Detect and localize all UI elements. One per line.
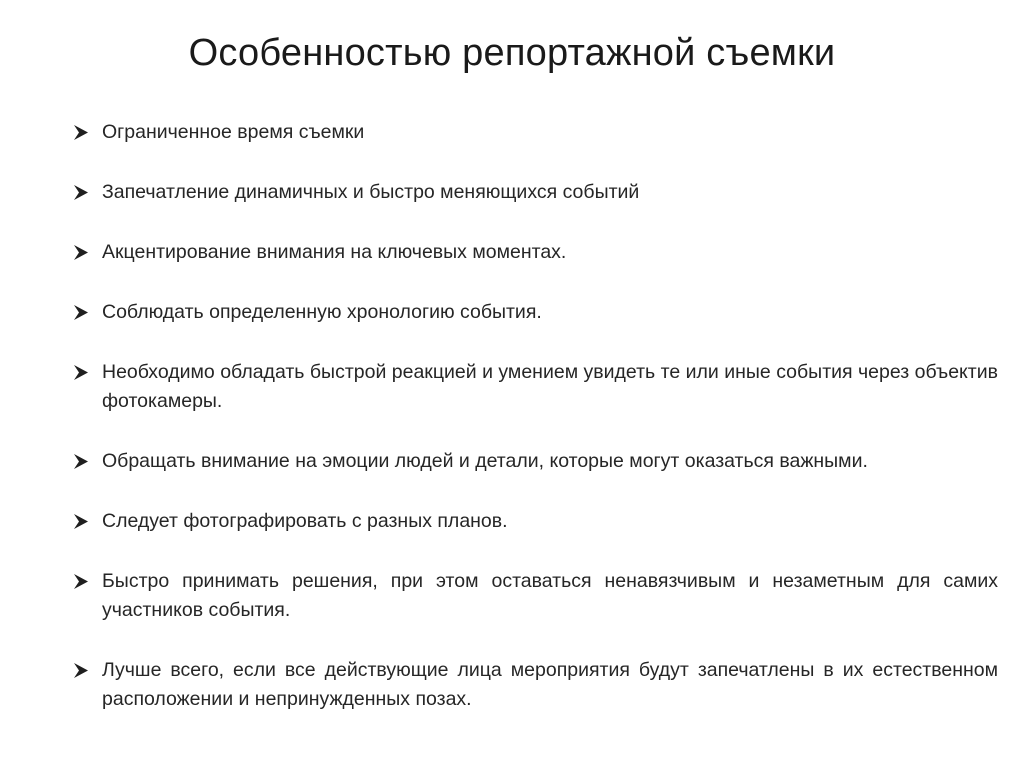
bullet-text: Следует фотографировать с разных планов. xyxy=(102,510,508,532)
arrowhead-bullet-icon xyxy=(72,662,90,679)
arrowhead-bullet-icon xyxy=(72,364,90,381)
slide-title: Особенностью репортажной съемки xyxy=(188,32,836,74)
bullet-text: Ограниченное время съемки xyxy=(102,121,365,143)
bullet-text: Акцентирование внимания на ключевых моментах. xyxy=(102,241,567,263)
arrowhead-bullet-icon xyxy=(72,513,90,530)
arrowhead-bullet-icon xyxy=(72,453,90,470)
bullet-text: Соблюдать определенную хронологию события. xyxy=(102,301,542,323)
bullet-item xyxy=(72,238,998,267)
bullet-item xyxy=(72,656,998,714)
arrowhead-bullet-icon xyxy=(72,184,90,201)
bullet-item xyxy=(72,358,998,416)
bullet-text: Запечатление динамичных и быстро меняющихся событий xyxy=(102,181,640,203)
bullet-item xyxy=(72,567,998,625)
bullet-item xyxy=(72,507,998,536)
bullet-text: Лучше всего, если все действующие лица мероприятия будут запечатлены в их естественном расположении и непринужденных позах. xyxy=(102,659,998,710)
bullet-list xyxy=(72,118,998,714)
bullet-item xyxy=(72,178,998,207)
arrowhead-bullet-icon xyxy=(72,573,90,590)
arrowhead-bullet-icon xyxy=(72,244,90,261)
bullet-item xyxy=(72,447,998,476)
bullet-text: Обращать внимание на эмоции людей и детали, которые могут оказаться важными. xyxy=(102,450,868,472)
bullet-item xyxy=(72,298,998,327)
arrowhead-bullet-icon xyxy=(72,304,90,321)
arrowhead-bullet-icon xyxy=(72,124,90,141)
bullet-text: Быстро принимать решения, при этом оставаться ненавязчивым и незаметным для самих участников события. xyxy=(102,570,998,621)
bullet-item xyxy=(72,118,998,147)
bullet-text: Необходимо обладать быстрой реакцией и умением увидеть те или иные события через объектив фотокамеры. xyxy=(102,361,998,412)
